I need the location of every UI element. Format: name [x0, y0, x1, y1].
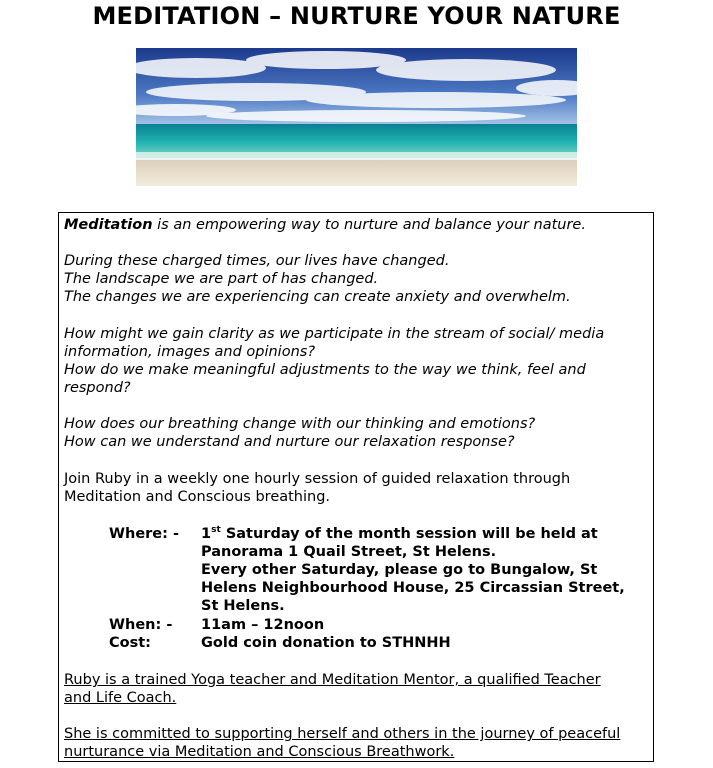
- paragraph2-line: How do we make meaningful adjustments to the way we think, feel and: [64, 362, 586, 378]
- intro-bold-word: Meditation: [64, 217, 153, 233]
- when-value: 11am – 12noon: [201, 617, 325, 633]
- cost-value: Gold coin donation to STHNHH: [201, 635, 451, 651]
- paragraph1-line: The changes we are experiencing can create anxiety and overwhelm.: [64, 289, 571, 305]
- where-line-1: [201, 525, 598, 543]
- intro-rest: is an empowering way to nurture and balance your nature.: [152, 217, 586, 233]
- when-label: When: -: [109, 617, 173, 633]
- where-line: Helens Neighbourhood House, 25 Circassian Street,: [201, 580, 625, 596]
- bio-line: and Life Coach.: [64, 690, 177, 706]
- where-ordinal-suffix: st: [211, 525, 221, 535]
- paragraph3-line: How does our breathing change with our thinking and emotions?: [64, 416, 536, 432]
- paragraph2-line: How might we gain clarity as we participate in the stream of social/ media: [64, 326, 605, 342]
- page-title: MEDITATION – NURTURE YOUR NATURE: [92, 2, 621, 30]
- where-line-1-rest: Saturday of the month session will be held at: [220, 526, 598, 542]
- paragraph1-line: During these charged times, our lives have changed.: [64, 253, 450, 269]
- where-line: Every other Saturday, please go to Bungalow, St: [201, 562, 598, 578]
- where-line: St Helens.: [201, 598, 285, 614]
- join-line: Meditation and Conscious breathing.: [64, 489, 331, 505]
- paragraph1-line: The landscape we are part of has changed.: [64, 271, 379, 287]
- where-ordinal-number: 1: [201, 526, 212, 542]
- commitment-line: She is committed to supporting herself and others in the journey of peaceful: [64, 726, 621, 742]
- where-label: Where: -: [109, 526, 180, 542]
- cost-label: Cost:: [109, 635, 151, 651]
- where-line: Panorama 1 Quail Street, St Helens.: [201, 544, 497, 560]
- bio-line: Ruby is a trained Yoga teacher and Meditation Mentor, a qualified Teacher: [64, 672, 601, 688]
- commitment-line: nurturance via Meditation and Conscious Breathwork.: [64, 744, 455, 760]
- paragraph2-line: respond?: [64, 380, 131, 396]
- join-line: Join Ruby in a weekly one hourly session of guided relaxation through: [64, 471, 571, 487]
- beach-banner-image: [136, 48, 577, 186]
- intro-line: [64, 216, 586, 234]
- paragraph2-line: information, images and opinions?: [64, 344, 316, 360]
- paragraph3-line: How can we understand and nurture our relaxation response?: [64, 434, 515, 450]
